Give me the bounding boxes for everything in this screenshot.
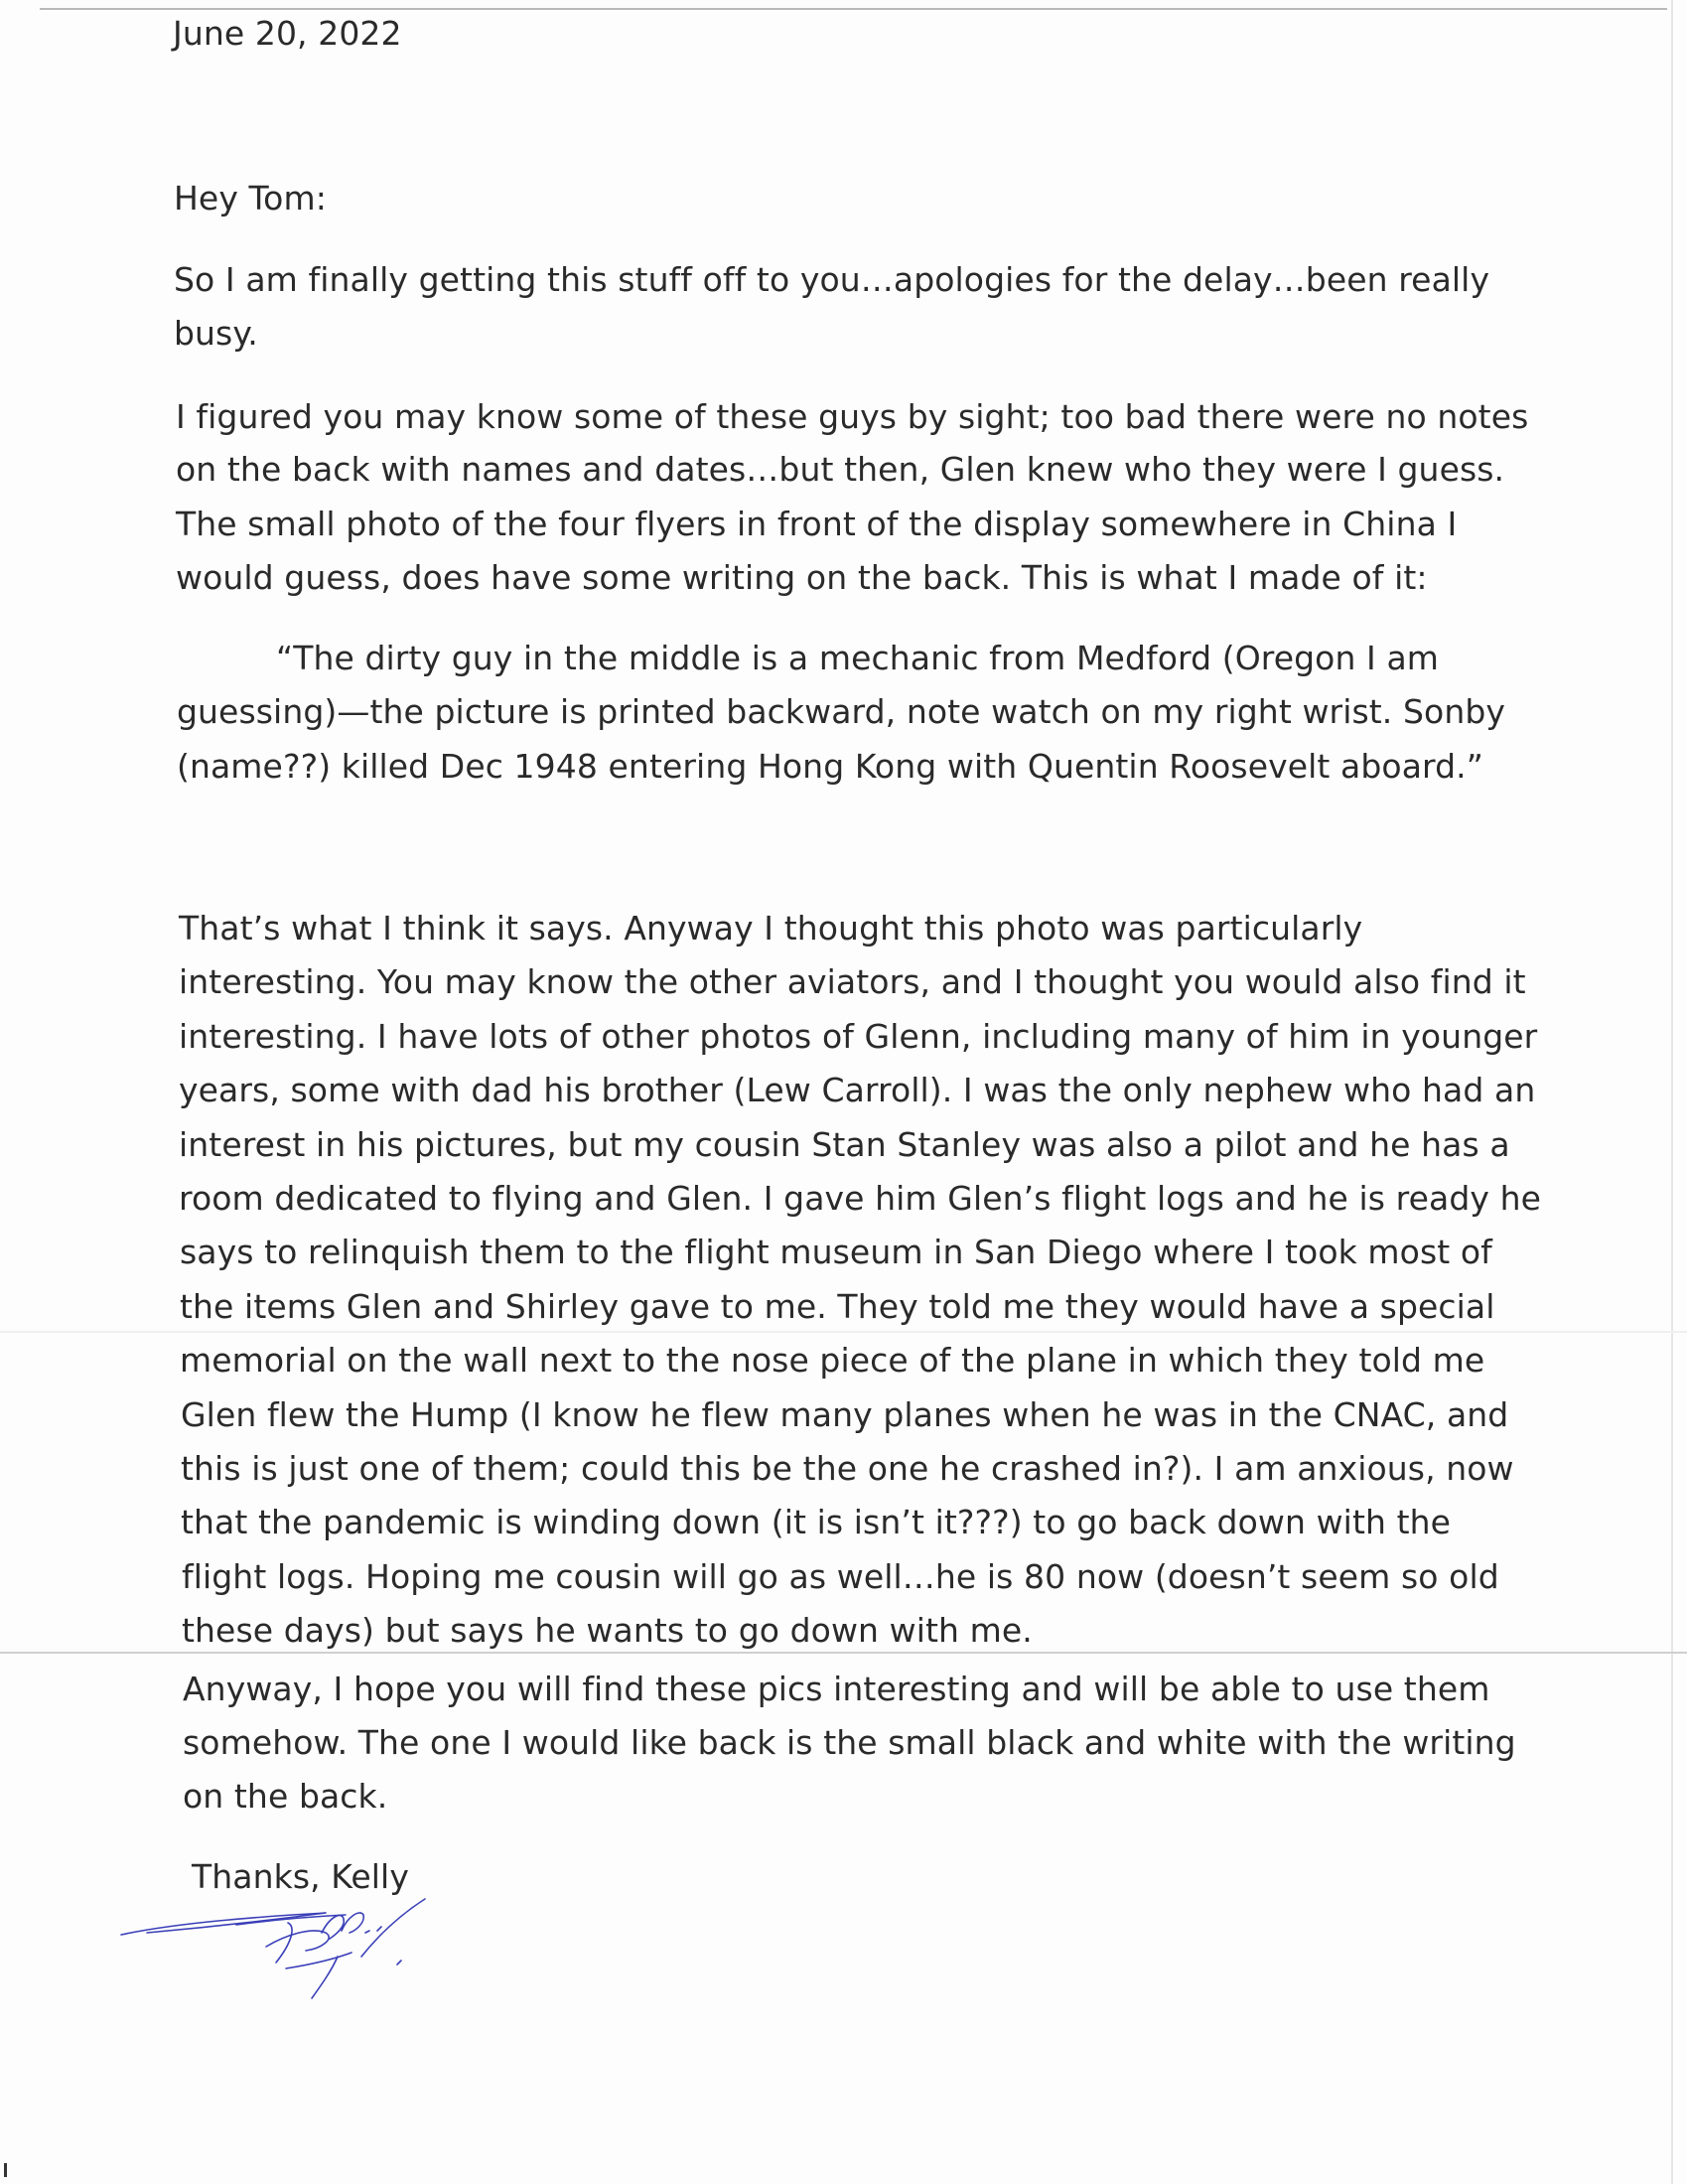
letter-date: June 20, 2022 xyxy=(173,14,402,53)
page-top-edge xyxy=(40,8,1667,10)
paragraph3-line: this is just one of them; could this be the one he crashed in?). I am anxious, now xyxy=(181,1449,1514,1488)
paragraph2-line: I figured you may know some of these guys by sight; too bad there were no notes xyxy=(176,397,1529,436)
paragraph3-line: the items Glen and Shirley gave to me. They told me they would have a special xyxy=(180,1287,1495,1326)
scan-speck xyxy=(4,2163,7,2177)
paragraph2-line: would guess, does have some writing on the back. This is what I made of it: xyxy=(176,558,1428,597)
quote-line: guessing)—the picture is printed backward, note watch on my right wrist. Sonby xyxy=(177,692,1506,731)
paragraph3-line: these days) but says he wants to go down with me. xyxy=(182,1611,1033,1650)
paragraph4-line: Anyway, I hope you will find these pics interesting and will be able to use them xyxy=(183,1670,1490,1708)
paragraph3-line: interest in his pictures, but my cousin Stan Stanley was also a pilot and he has a xyxy=(179,1125,1510,1164)
page-right-edge xyxy=(1671,0,1673,2184)
paragraph1-line: So I am finally getting this stuff off to you…apologies for the delay…been really xyxy=(174,260,1490,299)
salutation: Hey Tom: xyxy=(174,179,327,218)
paragraph3-line: Glen flew the Hump (I know he flew many planes when he was in the CNAC, and xyxy=(181,1395,1509,1434)
signature xyxy=(117,1887,455,2016)
paragraph3-line: says to relinquish them to the flight museum in San Diego where I took most of xyxy=(180,1233,1492,1271)
signature-scribble xyxy=(117,1887,455,2016)
fold-line xyxy=(0,1652,1687,1654)
paragraph3-line: memorial on the wall next to the nose piece of the plane in which they told me xyxy=(180,1341,1485,1380)
paragraph3-line: interesting. You may know the other aviators, and I thought you would also find it xyxy=(179,962,1526,1001)
quote-line: (name??) killed Dec 1948 entering Hong Kong with Quentin Roosevelt aboard.” xyxy=(177,747,1483,786)
paragraph3-line: That’s what I think it says. Anyway I thought this photo was particularly xyxy=(179,909,1363,947)
closing: Thanks, Kelly xyxy=(192,1857,409,1896)
paragraph3-line: years, some with dad his brother (Lew Carroll). I was the only nephew who had an xyxy=(179,1071,1536,1109)
paragraph3-line: interesting. I have lots of other photos of Glenn, including many of him in younger xyxy=(179,1017,1538,1056)
paragraph1-line: busy. xyxy=(174,314,258,353)
paragraph4-line: somehow. The one I would like back is the small black and white with the writing xyxy=(183,1723,1516,1762)
quote-line: “The dirty guy in the middle is a mechanic from Medford (Oregon I am xyxy=(276,639,1440,677)
paragraph2-line: The small photo of the four flyers in front of the display somewhere in China I xyxy=(176,505,1458,543)
fold-line-faint xyxy=(0,1331,1687,1333)
paragraph3-line: that the pandemic is winding down (it is isn’t it???) to go back down with the xyxy=(181,1503,1452,1541)
paragraph4-line: on the back. xyxy=(183,1777,388,1816)
paragraph2-line: on the back with names and dates…but then, Glen knew who they were I guess. xyxy=(176,450,1505,489)
paragraph3-line: room dedicated to flying and Glen. I gave him Glen’s flight logs and he is ready he xyxy=(179,1179,1542,1218)
paragraph3-line: flight logs. Hoping me cousin will go as well…he is 80 now (doesn’t seem so old xyxy=(182,1557,1499,1596)
